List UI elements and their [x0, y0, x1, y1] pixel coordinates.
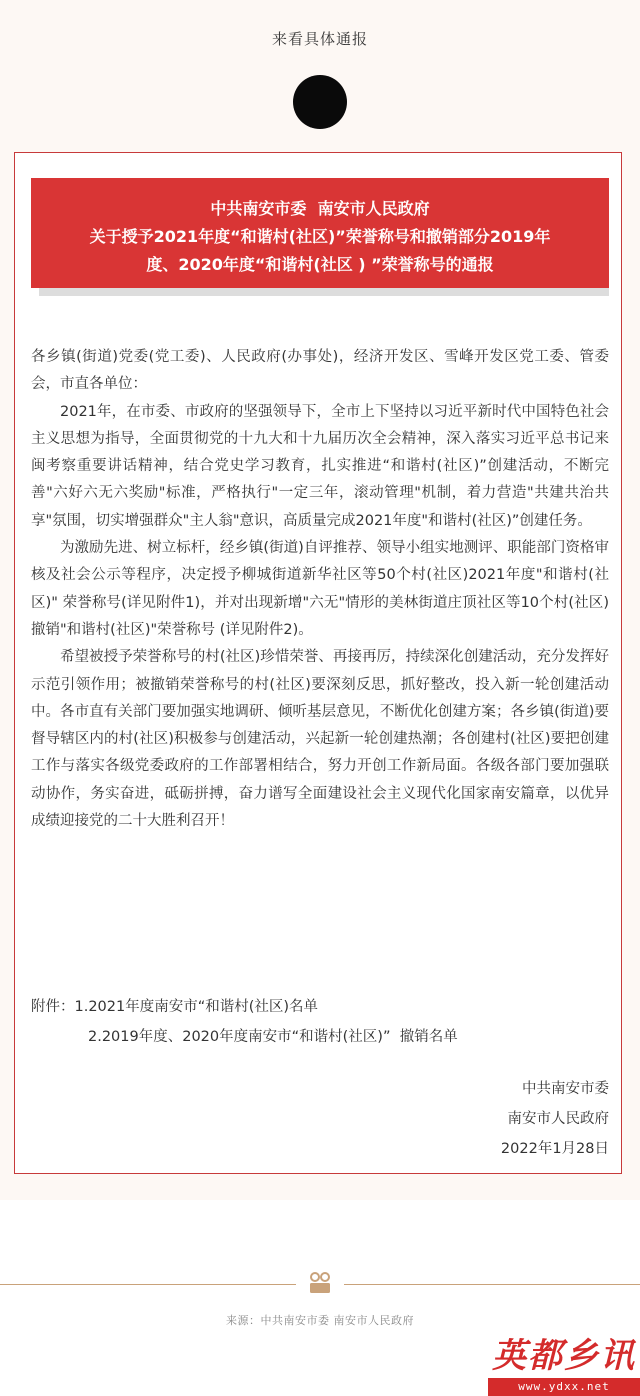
body-paragraph-2: 为激励先进、树立标杆，经乡镇(街道)自评推荐、领导小组实地测评、职能部门资格审核及社会公示等程序，决定授予柳城街道新华社区等50个村(社区)2021年度"和谐村(社区)" 荣誉称号(详见附件1)，并对出现新增"六无"情形的美林街道庄顶社区等10个村(社区)撤销"和谐村(社区)"荣誉称号 (详见附件2)。 [31, 540, 609, 638]
signature-org-1: 中共南安市委 [522, 1081, 609, 1097]
body-paragraph-3: 希望被授予荣誉称号的村(社区)珍惜荣誉、再接再厉，持续深化创建活动，充分发挥好示范引领作用；被撤销荣誉称号的村(社区)要深刻反思，抓好整改，投入新一轮创建活动中。各市直有关部门要加强实地调研、倾听基层意见，不断优化创建方案；各乡镇(街道)要督导辖区内的村(社区)积极参与创建活动，兴起新一轮创建热潮；各创建村(社区)要把创建工作与落实各级党委政府的工作部署相结合，努力开创工作新局面。各级各部门要加强联动协作，务实奋进，砥砺拼搏，奋力谱写全面建设社会主义现代化国家南安篇章，以优异成绩迎接党的二十大胜利召开！ [31, 649, 609, 830]
footer-divider-left [0, 1284, 296, 1285]
body-paragraph-1: 2021年，在市委、市政府的坚强领导下，全市上下坚持以习近平新时代中国特色社会主义思想为指导，全面贯彻党的十九大和十九届历次全会精神，深入落实习近平总书记来闽考察重要讲话精神，结合党史学习教育，扎实推进“和谐村(社区)”创建活动，不断完善"六好六无六奖励"标准，严格执行"一定三年，滚动管理"机制，着力营造"共建共治共享"氛围，切实增强群众"主人翁"意识，高质量完成2021年度"和谐村(社区)”创建任务。 [31, 403, 609, 529]
signature-org-2: 南安市人民政府 [507, 1111, 609, 1127]
watermark-text: 英都乡讯 [492, 1336, 636, 1376]
attachment-2: 2.2019年度、2020年度南安市“和谐村(社区)” 撤销名单 [88, 1029, 458, 1045]
film-camera-icon [308, 1272, 332, 1294]
salutation-paragraph: 各乡镇(街道)党委(党工委)、人民政府(办事处)，经济开发区、雪峰开发区党工委、管委会，市直各单位： [31, 349, 609, 393]
black-dot-icon [293, 75, 347, 129]
banner-line-1: 中共南安市委 南安市人民政府 [210, 199, 430, 218]
source-line: 来源：中共南安市委 南安市人民政府 [226, 1314, 414, 1327]
watermark-url: www.ydxx.net [488, 1378, 640, 1396]
footer-divider-right [344, 1284, 640, 1285]
attachments [31, 992, 609, 1052]
watermark-logo [488, 1334, 640, 1396]
notice-banner [31, 178, 609, 288]
attachment-1: 附件：1.2021年度南安市“和谐村(社区)名单 [31, 999, 319, 1015]
signature-date: 2022年1月28日 [500, 1141, 609, 1157]
signature-block [501, 1074, 609, 1164]
intro-title: 来看具体通报 [271, 30, 368, 48]
notice-body [31, 344, 609, 835]
banner-line-2: 关于授予2021年度“和谐村(社区)”荣誉称号和撤销部分2019年 [89, 227, 551, 246]
banner-line-3: 度、2020年度“和谐村(社区 ) ”荣誉称号的通报 [146, 255, 494, 274]
